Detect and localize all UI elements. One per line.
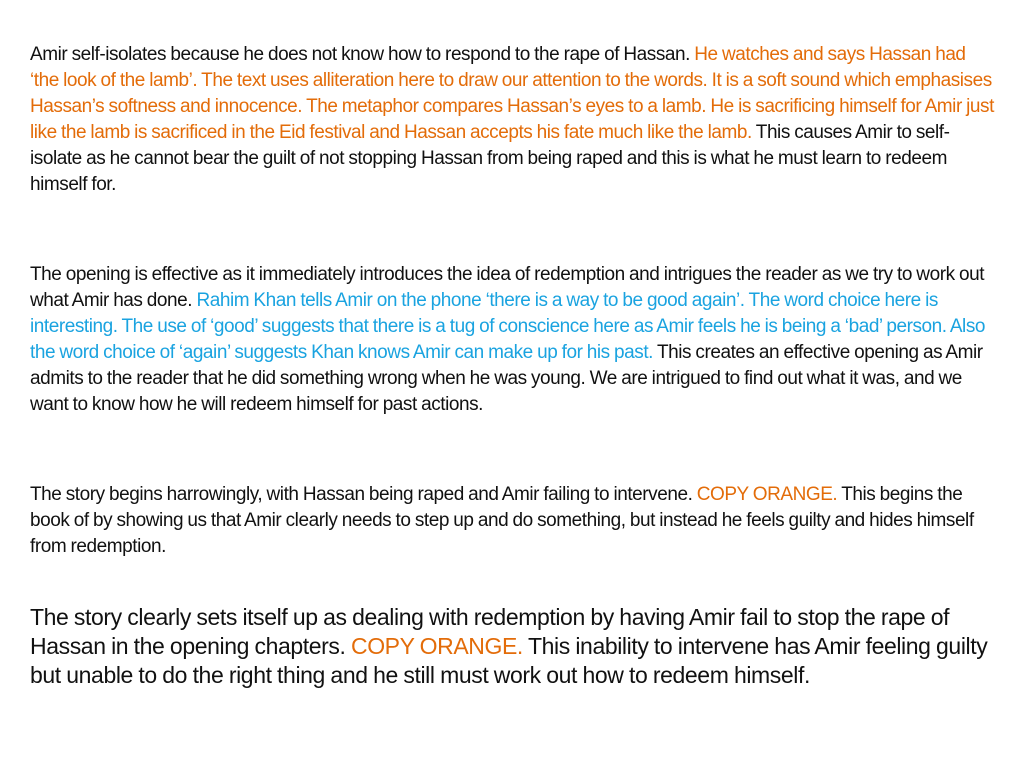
paragraph-4-intro: The story clearly sets itself up as dealing with redemption by having Amir fail to stop the rape of Hassan in the opening chapters. xyxy=(30,604,950,659)
paragraph-self-isolation xyxy=(30,42,998,198)
paragraph-1-intro: Amir self-isolates because he does not know how to respond to the rape of Hassan. xyxy=(30,44,695,65)
paragraph-opening-effective xyxy=(30,262,998,418)
paragraph-2-intro: The opening is effective as it immediately introduces the idea of redemption and intrigues the reader as we try to work out what Amir has done. xyxy=(30,264,985,311)
paragraph-2-evidence: Rahim Khan tells Amir on the phone ‘there is a way to be good again’. The word choice here is interesting. The use of ‘good’ suggests that there is a tug of conscience here as Amir feels he is being a ‘bad’ person. Also the word choice of ‘again’ suggests Khan knows Amir can make up for his past. xyxy=(30,290,985,363)
paragraph-1-evidence: He watches and says Hassan had ‘the look of the lamb’. The text uses alliteration here to draw our attention to the words. It is a soft sound which emphasises Hassan’s softness and innocence. The metaphor compares Hassan’s eyes to a lamb. He is sacrificing himself for Amir just like the lamb is sacrificed in the Eid festival and Hassan accepts his fate much like the lamb. xyxy=(30,44,994,143)
paragraph-4-evidence: COPY ORANGE. xyxy=(350,633,523,659)
paragraph-3-evidence: COPY ORANGE. xyxy=(696,484,838,505)
paragraph-4-conclusion: This inability to intervene has Amir feeling guilty but unable to do the right thing and he still must work out how to redeem himself. xyxy=(30,633,988,688)
paragraph-3-intro: The story begins harrowingly, with Hassan being raped and Amir failing to intervene. xyxy=(30,484,697,505)
paragraph-story-begins xyxy=(30,482,998,560)
paragraph-story-setup xyxy=(30,603,998,690)
paragraph-1-conclusion: This causes Amir to self-isolate as he cannot bear the guilt of not stopping Hassan from being raped and this is what he must learn to redeem himself for. xyxy=(30,122,950,195)
paragraph-3-conclusion: This begins the book of by showing us that Amir clearly needs to step up and do something, but instead he feels guilty and hides himself from redemption. xyxy=(30,484,974,557)
paragraph-2-conclusion: This creates an effective opening as Amir admits to the reader that he did something wrong when he was young. We are intrigued to find out what it was, and we want to know how he will redeem himself for past actions. xyxy=(30,342,983,415)
